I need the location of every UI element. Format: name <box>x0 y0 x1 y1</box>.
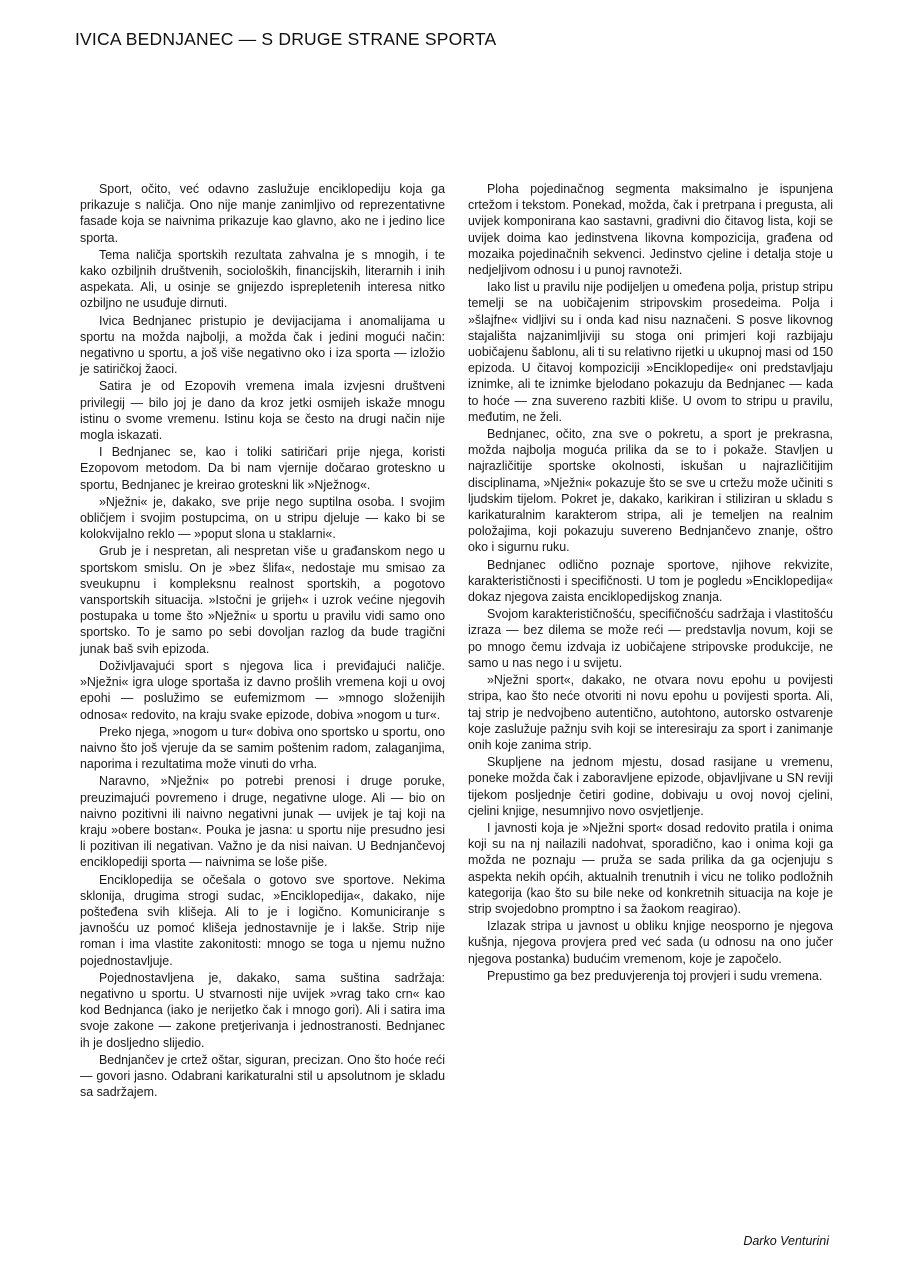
paragraph: Doživljavajući sport s njegova lica i previđajući naličje. »Nježni« igra uloge sportaša iz davno prošlih vremena koji u ovoj epohi — poslužimo se eufemizmom — »mnogo složenijih odnosa« redovito, na kraju svake epizode, dobiva »nogom u tur«. <box>80 658 445 722</box>
paragraph: Sport, očito, već odavno zaslužuje enciklopediju koja ga prikazuje s naličja. Ono nije manje zanimljivo od reprezentativne fasade koja se naivnima prikazuje kao glavno, ako ne i jedino lice sporta. <box>80 182 445 245</box>
paragraph: Preko njega, »nogom u tur« dobiva ono sportsko u sportu, ono naivno što još vjeruje da se samim poštenim radom, zalaganjima, naporima i rezultatima može vinuti do vrha. <box>80 724 445 772</box>
paragraph: Enciklopedija se očešala o gotovo sve sportove. Nekima sklonija, drugima strogi sudac, »Enciklopedija«, dakako, nije pošteđena svih klišeja. Ali to je i logično. Komuniciranje s javnošću uz pomoć klišeja jednostavnije je i lakše. Strip nije roman i ima vlastite zakonitosti: mnogo se toga u njemu nužno pojednostavljuje. <box>80 872 445 968</box>
author-signature: Darko Venturini <box>743 1234 829 1248</box>
paragraph: Bednjanec odlično poznaje sportove, njihove rekvizite, karakterističnosti i specifičnosti. U tom je pogledu »Enciklopedija« dokaz njegova zaista enciklopedijskog znanja. <box>468 557 833 605</box>
paragraph: Izlazak stripa u javnost u obliku knjige neosporno je njegova kušnja, njegova provjera pred već sada (u odnosu na ono jučer njegova postanka) budućim vremenom, koje je započelo. <box>468 919 833 966</box>
right-text-column <box>468 181 833 985</box>
paragraph: »Nježni« je, dakako, sve prije nego suptilna osoba. I svojim obličjem i svojim postupcima, on u stripu djeluje — kako bi se kolokvijalno reklo — »poput slona u staklarni«. <box>80 494 445 542</box>
left-text-column <box>80 181 445 1101</box>
paragraph: Grub je i nespretan, ali nespretan više u građanskom nego u sportskom smislu. On je »bez šlifa«, nedostaje mu smisao za sveukupnu i kompleksnu realnost sportskih, a pogotovo vansportskih situacija. »Istočni je grijeh« i uzrok većine njegovih postupaka u tome što »Nježni« u sportu u pravilu vidi samo ono sportsko. To je samo po sebi dovoljan razlog da bude tragični junak baš svih epizoda. <box>80 544 445 656</box>
paragraph: Prepustimo ga bez preduvjerenja toj provjeri i sudu vremena. <box>487 968 823 983</box>
paragraph: Naravno, »Nježni« po potrebi prenosi i druge poruke, preuzimajući povremeno i druge, negativne uloge. Ali — bio on naivno pozitivni ili naivno negativni junak — uvijek je taj koji na kraju »obere bostan«. Pouka je jasna: u sportu nije presudno jesi li pozitivan ili negativan. Važno je da nisi naivan. U Bednjančevoj enciklopediji sporta — naivnima se loše piše. <box>80 774 445 870</box>
paragraph: Pojednostavljena je, dakako, sama suština sadržaja: negativno u sportu. U stvarnosti nije uvijek »vrag tako crn« kao kod Bednjanca (iako je nerijetko čak i mnogo gori). Ali i satira ima svoje zakone — zakone pretjerivanja i jednostranosti. Bednjanec ih je dosljedno slijedio. <box>80 970 445 1050</box>
paragraph: Bednjančev je crtež oštar, siguran, precizan. Ono što hoće reći — govori jasno. Odabrani karikaturalni stil u apsolutnom je skladu sa sadržajem. <box>80 1052 445 1100</box>
page-header-title: IVICA BEDNJANEC — S DRUGE STRANE SPORTA <box>75 29 497 49</box>
paragraph: Ivica Bednjanec pristupio je devijacijama i anomalijama u sportu na možda najbolji, a možda čak i jedini mogući način: negativno u sportu, a još više negativno oko i iza sporta — izložio je satiričkoj žaoci. <box>80 313 445 377</box>
paragraph: Ploha pojedinačnog segmenta maksimalno je ispunjena crtežom i tekstom. Ponekad, možda, čak i pretrpana i pregusta, ali uvijek komponirana kao sastavni, gradivni dio čitavog lista, koji se uvijek doima kao jedinstvena likovna kompozicija, građena od mozaika pojedinačnih sekvenci. Jedinstvo cjeline i detalja stoje u nedjeljivom odnosu i u punoj ravnoteži. <box>468 182 833 278</box>
paragraph: Bednjanec, očito, zna sve o pokretu, a sport je prekrasna, možda najbolja moguća prilika da se to i pokaže. Stavljen u najrazličitije sportske okolnosti, iskušan u najrazličitijim disciplinama, »Nježni« pokazuje što se sve u crtežu može učiniti s ljudskim tijelom. Pokret je, dakako, karikiran i stiliziran u skladu s karikaturalnim karakterom stripa, ali je temeljen na realnim položajima, koji pokazuju suvereno Bednjančevo znanje, oštro oko i sigurnu ruku. <box>468 427 833 555</box>
paragraph: Iako list u pravilu nije podijeljen u omeđena polja, pristup stripu temelji se na uobičajenim stripovskim prosedeima. Polja i »šlajfne« vidljivi su i onda kad nisu naznačeni. S posve likovnog stajališta najzanimljiviji su stoga oni primjeri koji razbijaju uobičajenu šablonu, ali ti su relativno rijetki u ukupnoj masi od 150 epizoda. U čitavoj kompoziciji »Enciklopedije« oni predstavljaju iznimke, ali te iznimke bjelodano pokazuju da Bednjanec — kada to hoće — zna suvereno razbiti kliše. U ovom to stripu u pravilu, međutim, ne želi. <box>468 280 833 424</box>
paragraph: Satira je od Ezopovih vremena imala izvjesni društveni privilegij — bilo joj je dano da kroz jetki osmijeh iskaže mnogu istinu o svome vremenu. Istinu koja se često na drugi način nije mogla iskazati. <box>80 379 445 443</box>
paragraph: I Bednjanec se, kao i toliki satiričari prije njega, koristi Ezopovom metodom. Da bi nam vjernije dočarao groteskno u sportu, Bednjanec je kreirao groteskni lik »Nježnog«. <box>80 445 445 492</box>
paragraph: »Nježni sport«, dakako, ne otvara novu epohu u povijesti stripa, kao što neće otvoriti ni novu epohu u povijesti sporta. Ali, taj strip je nedvojbeno autentično, autohtono, autorsko ostvarenje koje zaslužuje pažnju svih koji se interesiraju za sport i zanimanje onih koje zanima strip. <box>468 673 833 752</box>
paragraph: Svojom karakterističnošću, specifičnošću sadržaja i vlastitošću izraza — bez dilema se može reći — predstavlja novum, koji se po mnogo čemu izdvaja iz uobičajene stripovske produkcije, ne samo u nas nego i u svijetu. <box>468 607 833 670</box>
paragraph: I javnosti koja je »Nježni sport« dosad redovito pratila i onima koji su na nj nailazili nadohvat, sporadično, kao i onima koji ga možda ne poznaju — pruža se sada prilika da ga ocjenjuju s aspekta nekih općih, aktualnih trenutnih i vicu ne toliko podložnih kategorija (kao što su bile neke od konkretnih situacija na koje je strip svojedobno promptno i sa žaokom reagirao). <box>468 820 833 916</box>
paragraph: Skupljene na jednom mjestu, dosad rasijane u vremenu, poneke možda čak i zaboravljene epizode, objavljivane u SN reviji tijekom posljednje četiri godine, dobivaju u ovoj novoj cjelini, cjelini knjige, nesumnjivo novo osvjetljenje. <box>468 755 833 818</box>
paragraph: Tema naličja sportskih rezultata zahvalna je s mnogih, i te kako ozbiljnih društvenih, socioloških, financijskih, literarnih i inih aspekata. Ali, u osinje se gnijezdo isprepletenih interesa nitko ozbiljno ne usuđuje dirnuti. <box>80 247 445 311</box>
